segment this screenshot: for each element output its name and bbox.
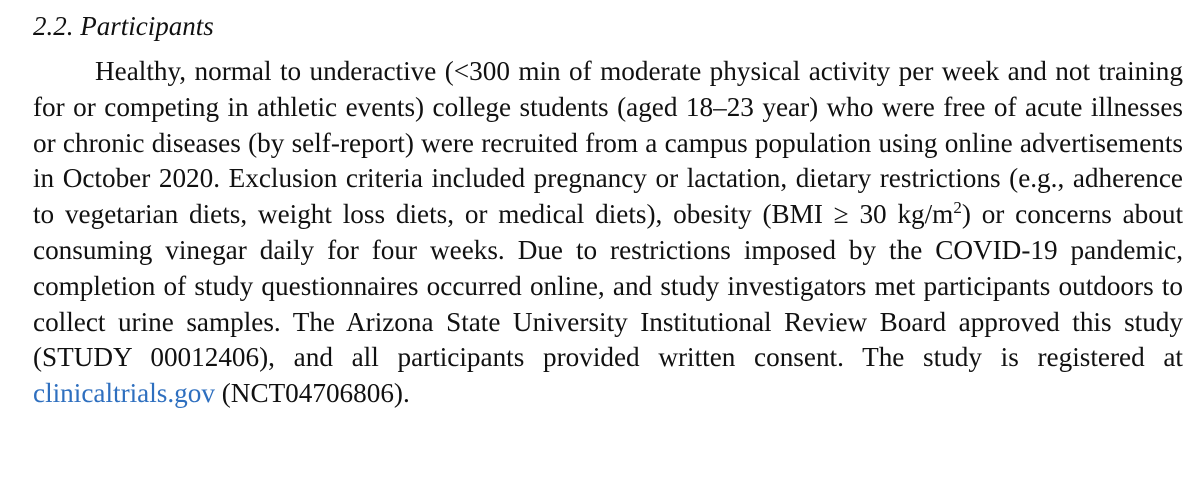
clinicaltrials-link[interactable]: clinicaltrials.gov (33, 378, 215, 409)
paragraph-text-1: Healthy, normal to underactive (<300 min of moderate physical activity per week and not training for or competing in athletic events) college students (aged 18–23 year) who were free of acute illnesses or chronic diseases (by self-report) were recruited from a campus population using online advertisements in October 2020. Exclusion criteria included pregnancy or lactation, dietary restrictions (e.g., adherence to vegetarian diets, weight loss diets, or medical diets), obesity (BMI ≥ 30 kg/m (33, 56, 1183, 230)
section-heading (33, 8, 1183, 44)
section-number: 2.2. (33, 11, 74, 41)
paragraph-text-2: ) or concerns about consuming vinegar daily for four weeks. Due to restrictions imposed by the COVID-19 pandemic, completion of study questionnaires occurred online, and study investigators met participants outdoors to collect urine samples. The Arizona State University Institutional Review Board approved this study (STUDY 00012406), and all participants provided written consent. The study is registered at (33, 199, 1183, 373)
body-paragraph (33, 54, 1183, 412)
superscript-two: 2 (953, 198, 962, 218)
paragraph-text-3: (NCT04706806). (214, 378, 410, 409)
section-title: Participants (80, 11, 214, 41)
participants-section (33, 8, 1183, 412)
